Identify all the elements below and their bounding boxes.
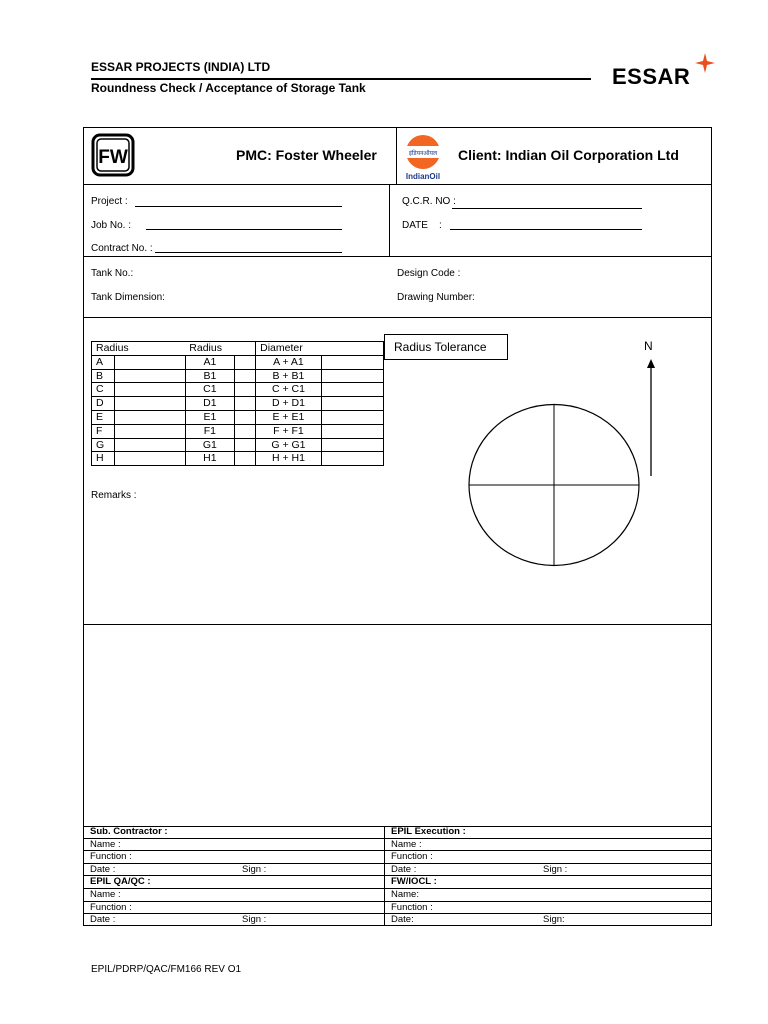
date-field[interactable] xyxy=(450,229,642,230)
divider xyxy=(396,127,397,185)
contract-no-label: Contract No. : xyxy=(91,243,153,254)
radius1-cell: G1 xyxy=(185,438,234,452)
radius-value-cell[interactable] xyxy=(115,397,185,411)
radius-cell: C xyxy=(92,383,115,397)
divider xyxy=(83,256,712,257)
diameter-cell: A + A1 xyxy=(256,355,322,369)
radius1-value-cell[interactable] xyxy=(235,410,256,424)
divider xyxy=(83,317,712,318)
table-row xyxy=(92,397,384,411)
fw-iocl-name[interactable]: Name: xyxy=(385,889,712,902)
epil-execution-date-row xyxy=(385,864,712,877)
diameter-value-cell[interactable] xyxy=(321,452,383,466)
header-divider xyxy=(91,78,591,80)
indianoil-logo-icon xyxy=(403,132,449,182)
tolerance-underline xyxy=(384,359,508,360)
epil-qaqc-heading: EPIL QA/QC : xyxy=(83,876,384,889)
epil-qaqc-name[interactable]: Name : xyxy=(83,889,384,902)
header-radius-1: Radius xyxy=(92,342,186,356)
pmc-label: PMC: Foster Wheeler xyxy=(236,147,377,163)
diameter-value-cell[interactable] xyxy=(321,424,383,438)
epil-qaqc-date-row xyxy=(83,914,384,927)
form-code: EPIL/PDRP/QAC/FM166 REV O1 xyxy=(91,964,242,975)
document-title: Roundness Check / Acceptance of Storage Tank xyxy=(91,81,366,95)
radius-cell: H xyxy=(92,452,115,466)
divider xyxy=(83,184,712,185)
radius1-cell: F1 xyxy=(185,424,234,438)
radius1-value-cell[interactable] xyxy=(235,424,256,438)
diameter-value-cell[interactable] xyxy=(321,383,383,397)
radius1-cell: E1 xyxy=(185,410,234,424)
contract-no-field[interactable] xyxy=(155,252,342,253)
radius1-cell: H1 xyxy=(185,452,234,466)
foster-wheeler-logo-icon xyxy=(91,133,135,177)
sub-contractor-date-row xyxy=(83,864,384,877)
io-logo-text: IndianOil xyxy=(405,172,441,181)
sub-contractor-sign[interactable]: Sign : xyxy=(242,863,267,875)
header-radius-2: Radius xyxy=(185,342,255,356)
tank-dimension-label: Tank Dimension: xyxy=(91,292,165,303)
radius-tolerance-box: Radius Tolerance xyxy=(384,334,508,360)
epil-execution-function[interactable]: Function : xyxy=(385,851,712,864)
job-no-field[interactable] xyxy=(146,229,342,230)
radius-value-cell[interactable] xyxy=(115,424,185,438)
qcr-no-label: Q.C.R. NO : xyxy=(402,196,456,207)
diameter-cell: H + H1 xyxy=(256,452,322,466)
radius1-value-cell[interactable] xyxy=(235,397,256,411)
radius-value-cell[interactable] xyxy=(115,369,185,383)
radius-value-cell[interactable] xyxy=(115,383,185,397)
diameter-cell: C + C1 xyxy=(256,383,322,397)
radius-cell: E xyxy=(92,410,115,424)
sub-contractor-name[interactable]: Name : xyxy=(83,839,384,852)
project-label: Project : xyxy=(91,196,128,207)
company-name: ESSAR PROJECTS (INDIA) LTD xyxy=(91,60,271,74)
radius-value-cell[interactable] xyxy=(115,355,185,369)
radius-cell: A xyxy=(92,355,115,369)
table-row xyxy=(92,383,384,397)
header-diameter: Diameter xyxy=(256,342,384,356)
io-logo-hindi: इंडियनऑयल xyxy=(408,150,438,157)
epil-execution-sign[interactable]: Sign : xyxy=(543,863,568,875)
radius1-cell: D1 xyxy=(185,397,234,411)
radius-cell: B xyxy=(92,369,115,383)
divider xyxy=(389,184,390,256)
fw-iocl-function[interactable]: Function : xyxy=(385,902,712,915)
radius1-value-cell[interactable] xyxy=(235,369,256,383)
epil-execution-heading: EPIL Execution : xyxy=(385,826,712,839)
fw-logo-text: FW xyxy=(98,147,128,168)
client-label: Client: Indian Oil Corporation Ltd xyxy=(458,147,679,163)
table-row xyxy=(92,410,384,424)
sub-contractor-function[interactable]: Function : xyxy=(83,851,384,864)
diameter-value-cell[interactable] xyxy=(321,410,383,424)
radius-value-cell[interactable] xyxy=(115,410,185,424)
drawing-number-label: Drawing Number: xyxy=(397,292,475,303)
diameter-cell: D + D1 xyxy=(256,397,322,411)
tank-no-label: Tank No.: xyxy=(91,268,134,279)
table-row xyxy=(92,424,384,438)
job-no-label: Job No. : xyxy=(91,220,132,231)
remarks-label: Remarks : xyxy=(91,490,137,501)
radius-table-body xyxy=(92,355,384,465)
table-row xyxy=(92,452,384,466)
fw-iocl-heading: FW/IOCL : xyxy=(385,876,712,889)
table-row xyxy=(92,438,384,452)
radius1-value-cell[interactable] xyxy=(235,355,256,369)
essar-logo xyxy=(612,64,690,90)
essar-logo-text: ESSAR xyxy=(612,64,691,89)
diameter-cell: B + B1 xyxy=(256,369,322,383)
radius1-value-cell[interactable] xyxy=(235,452,256,466)
epil-qaqc-sign[interactable]: Sign : xyxy=(242,914,267,926)
fw-iocl-sign[interactable]: Sign: xyxy=(543,914,565,926)
epil-qaqc-function[interactable]: Function : xyxy=(83,902,384,915)
table-row xyxy=(92,369,384,383)
radius1-value-cell[interactable] xyxy=(235,383,256,397)
tank-roundness-circle xyxy=(468,403,642,569)
table-header-row xyxy=(92,342,384,356)
diameter-value-cell[interactable] xyxy=(321,438,383,452)
radius1-cell: B1 xyxy=(185,369,234,383)
table-row xyxy=(92,355,384,369)
sub-contractor-heading: Sub. Contractor : xyxy=(83,826,384,839)
diameter-cell: F + F1 xyxy=(256,424,322,438)
radius-cell: G xyxy=(92,438,115,452)
diameter-cell: E + E1 xyxy=(256,410,322,424)
radius-value-cell[interactable] xyxy=(115,452,185,466)
sub-contractor-date[interactable]: Date : xyxy=(90,863,116,875)
epil-qaqc-date[interactable]: Date : xyxy=(90,914,116,926)
epil-execution-date[interactable]: Date : xyxy=(391,863,417,875)
radius-cell: F xyxy=(92,424,115,438)
radius-value-cell[interactable] xyxy=(115,438,185,452)
design-code-label: Design Code : xyxy=(397,268,461,279)
project-field[interactable] xyxy=(135,206,342,207)
fw-iocl-date[interactable]: Date: xyxy=(391,914,414,926)
diameter-value-cell[interactable] xyxy=(321,355,383,369)
fw-iocl-date-row xyxy=(385,914,712,927)
radius1-value-cell[interactable] xyxy=(235,438,256,452)
diameter-value-cell[interactable] xyxy=(321,397,383,411)
radius1-cell: A1 xyxy=(185,355,234,369)
divider xyxy=(83,624,712,625)
date-label: DATE : xyxy=(402,220,442,231)
radius-table xyxy=(91,341,384,466)
qcr-no-field[interactable] xyxy=(452,208,642,209)
diameter-value-cell[interactable] xyxy=(321,369,383,383)
north-label: N xyxy=(644,339,653,353)
epil-execution-name[interactable]: Name : xyxy=(385,839,712,852)
essar-star-icon xyxy=(694,52,716,74)
diameter-cell: G + G1 xyxy=(256,438,322,452)
radius-cell: D xyxy=(92,397,115,411)
north-arrow-icon xyxy=(640,358,662,478)
radius1-cell: C1 xyxy=(185,383,234,397)
